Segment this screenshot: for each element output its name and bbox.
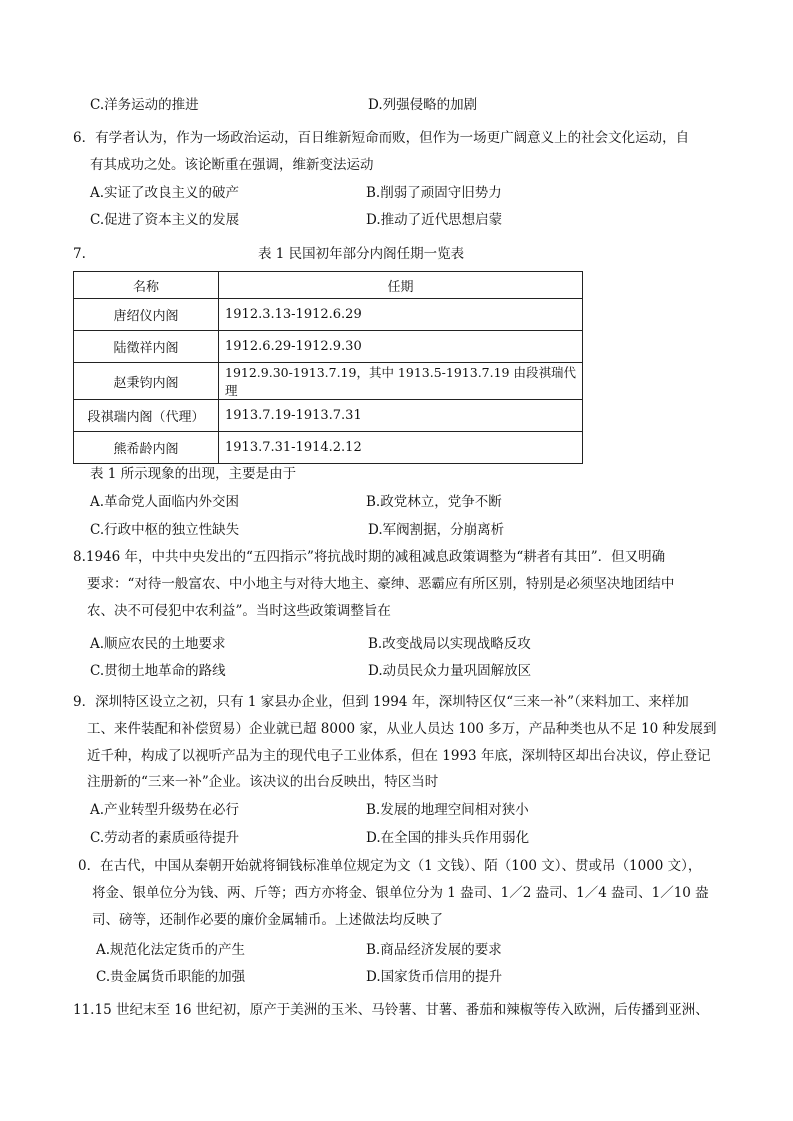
option-c: C.贯彻土地革命的路线	[90, 663, 226, 679]
option-d: D.国家货币信用的提升	[366, 969, 503, 985]
question-9-stem-cont: 注册新的“三来一补”企业。该决议的出台反映出，特区当时	[87, 774, 439, 790]
cabinet-name: 熊希龄内阁	[74, 432, 219, 464]
cabinet-term: 1913.7.31-1914.2.12	[219, 432, 583, 464]
table-caption: 表 1 民国初年部分内阁任期一览表	[258, 246, 465, 262]
option-d: D.军阀割据，分崩离析	[368, 522, 505, 538]
question-8-stem-cont: 要求：“对待一般富农、中小地主与对待大地主、豪绅、恶霸应有所区别，特别是必须坚决地团结中	[87, 576, 675, 592]
option-a: A.产业转型升级势在必行	[90, 802, 240, 818]
question-9-stem-cont: 工、来件装配和补偿贸易）企业就已超 8000 家，从业人员达 100 多万，产品种类也从不足 10 种发展到	[87, 721, 717, 737]
question-6-stem: 6．有学者认为，作为一场政治运动，百日维新短命而败，但作为一场更广阔意义上的社会文化运动，自	[73, 130, 690, 146]
option-d: D.在全国的排头兵作用弱化	[366, 830, 530, 846]
option-c: C.促进了资本主义的发展	[90, 212, 240, 228]
table-row	[74, 363, 583, 400]
question-7-stem: 表 1 所示现象的出现，主要是由于	[90, 466, 297, 482]
question-10-stem-cont: 将金、银单位分为钱、两、斤等；西方亦将金、银单位分为 1 盎司、1／2 盎司、1／4 盎司、1／10 盎	[92, 885, 709, 901]
option-d: D.推动了近代思想启蒙	[366, 212, 503, 228]
option-a: A.实证了改良主义的破产	[90, 185, 240, 201]
cabinet-term: 1912.9.30-1913.7.19，其中 1913.5-1913.7.19 由段祺瑞代理	[219, 363, 583, 400]
option-c: C.洋务运动的推进	[90, 97, 199, 113]
table-row	[74, 432, 583, 464]
header-term: 任期	[219, 272, 583, 299]
option-b: B.政党林立，党争不断	[366, 494, 502, 510]
question-6-stem-cont: 有其成功之处。该论断重在强调，维新变法运动	[90, 157, 374, 173]
question-10-stem: 0．在古代，中国从秦朝开始就将铜钱标准单位规定为文（1 文钱）、陌（100 文）、贯或吊（1000 文），	[78, 858, 702, 874]
option-b: B.商品经济发展的要求	[366, 942, 502, 958]
option-c: C.行政中枢的独立性缺失	[90, 522, 240, 538]
cabinet-table	[73, 271, 583, 464]
table-row	[74, 299, 583, 331]
option-b: B.削弱了顽固守旧势力	[366, 185, 502, 201]
question-9-stem: 9．深圳特区设立之初，只有 1 家县办企业，但到 1994 年，深圳特区仅“三来一补”（来料加工、来样加	[73, 694, 689, 710]
cabinet-name: 段祺瑞内阁（代理）	[74, 400, 219, 432]
table-row	[74, 331, 583, 363]
option-c: C.劳动者的素质亟待提升	[90, 830, 240, 846]
question-10-stem-cont: 司、磅等，还制作必要的廉价金属辅币。上述做法均反映了	[92, 912, 443, 928]
cabinet-term: 1913.7.19-1913.7.31	[219, 400, 583, 432]
question-8-stem: 8.1946 年，中共中央发出的“五四指示”将抗战时期的减租减息政策调整为“耕者有其田”．但又明确	[73, 549, 666, 565]
question-9-stem-cont: 近千种，构成了以视听产品为主的现代电子工业体系，但在 1993 年底，深圳特区却出台决议，停止登记	[87, 748, 711, 764]
option-a: A.顺应农民的土地要求	[90, 636, 226, 652]
option-d: D.列强侵略的加剧	[368, 97, 478, 113]
question-7-number: 7.	[73, 246, 86, 262]
option-d: D.动员民众力量巩固解放区	[368, 663, 532, 679]
option-a: A.革命党人面临内外交困	[90, 494, 240, 510]
question-11-stem: 11.15 世纪末至 16 世纪初，原产于美洲的玉米、马铃薯、甘薯、番茄和辣椒等传入欧洲，后传播到亚洲、	[73, 1002, 709, 1018]
cabinet-term: 1912.6.29-1912.9.30	[219, 331, 583, 363]
cabinet-term: 1912.3.13-1912.6.29	[219, 299, 583, 331]
question-8-stem-cont: 农、决不可侵犯中农利益”。当时这些政策调整旨在	[87, 603, 391, 619]
cabinet-name: 赵秉钧内阁	[74, 363, 219, 400]
cabinet-name: 唐绍仪内阁	[74, 299, 219, 331]
option-b: B.改变战局以实现战略反攻	[368, 636, 531, 652]
cabinet-name: 陆徵祥内阁	[74, 331, 219, 363]
option-c: C.贵金属货币职能的加强	[96, 969, 246, 985]
table-row	[74, 400, 583, 432]
header-name: 名称	[74, 272, 219, 299]
option-b: B.发展的地理空间相对狭小	[366, 802, 529, 818]
table-header-row	[74, 272, 583, 299]
option-a: A.规范化法定货币的产生	[96, 942, 246, 958]
